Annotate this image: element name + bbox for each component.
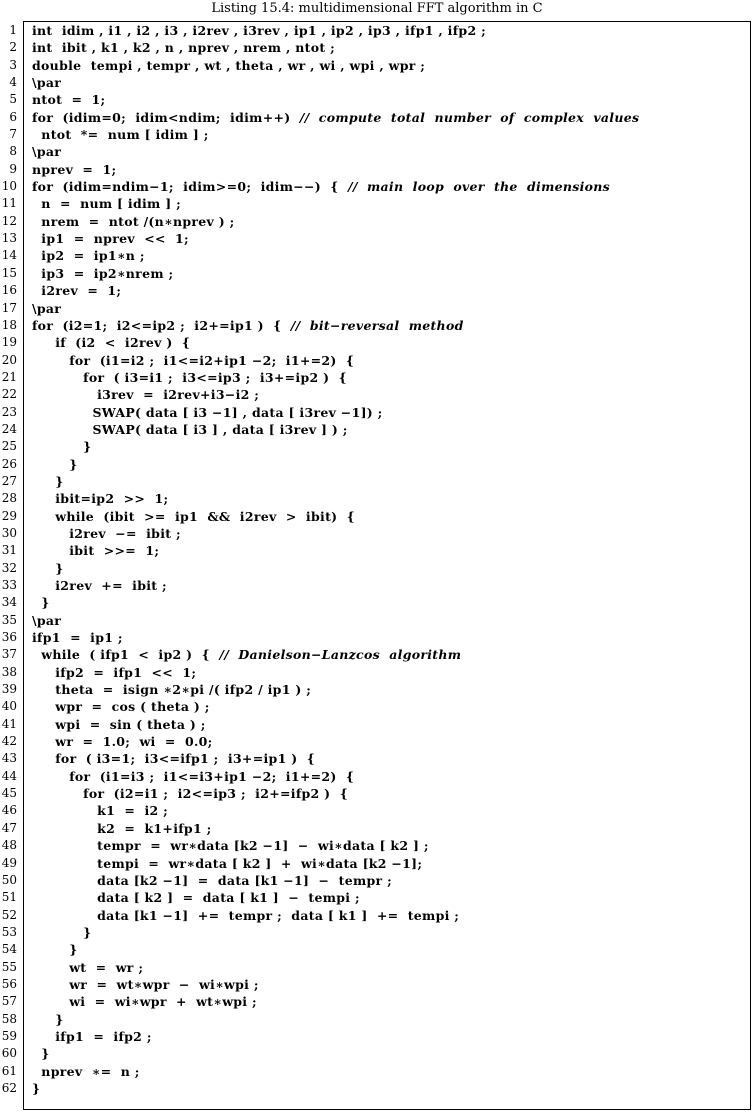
line-number: 13: [1, 231, 17, 246]
code-text: [32, 594, 50, 611]
code-line: [0, 872, 754, 889]
code-statement: tempi = wr∗data [ k2 ] + wi∗data [k2 −1];: [32, 855, 423, 871]
code-comment: // bit−reversal method: [290, 317, 464, 333]
code-statement: i3rev = i2rev+i3−i2 ;: [32, 387, 260, 403]
line-number: 1: [9, 23, 17, 37]
code-statement: k1 = i2 ;: [32, 803, 169, 819]
code-text: [32, 664, 196, 681]
code-text: [32, 230, 189, 247]
code-line: [0, 889, 754, 906]
code-line: [0, 57, 754, 74]
code-statement: for (idim=0; idim<ndim; idim++): [32, 109, 300, 125]
line-number: 28: [1, 491, 17, 506]
code-statement: }: [32, 560, 64, 576]
code-text: [32, 542, 159, 559]
line-number: 59: [1, 1028, 17, 1043]
code-line: [0, 473, 754, 490]
code-line: [0, 109, 754, 126]
code-statement: }: [32, 473, 64, 489]
code-line: [0, 802, 754, 819]
code-text: [32, 560, 64, 577]
line-number: 57: [1, 994, 17, 1009]
code-line: [0, 837, 754, 854]
line-number: 39: [1, 682, 17, 697]
code-statement: }: [32, 456, 78, 472]
code-line: [0, 820, 754, 837]
line-number: 38: [1, 664, 17, 679]
line-number: 51: [1, 890, 17, 905]
code-statement: wr = 1.0; wi = 0.0;: [32, 734, 213, 750]
code-statement: }: [32, 942, 78, 958]
code-text: [32, 91, 105, 108]
code-line: [0, 508, 754, 525]
line-number: 29: [1, 508, 17, 523]
code-statement: i2rev += ibit ;: [32, 578, 167, 593]
code-text: [32, 109, 639, 126]
code-statement: wpr = cos ( theta ) ;: [32, 699, 210, 715]
code-statement: while (ibit >= ip1 && i2rev > ibit) {: [32, 508, 356, 524]
code-line: [0, 1028, 754, 1045]
code-listing: [0, 22, 754, 1097]
code-line: [0, 369, 754, 386]
line-number: 7: [9, 127, 17, 142]
code-statement: for (idim=ndim−1; idim>=0; idim−−) {: [32, 179, 348, 195]
code-statement: data [k2 −1] = data [k1 −1] − tempr ;: [32, 872, 392, 888]
code-text: [32, 698, 210, 715]
code-text: [32, 959, 143, 976]
line-number: 50: [1, 872, 17, 887]
code-statement: theta = isign ∗2∗pi /( ifp2 / ip1 ) ;: [32, 682, 312, 698]
code-statement: SWAP( data [ i3 −1] , data [ i3rev −1]) ;: [32, 404, 383, 420]
code-statement: n = num [ idim ] ;: [32, 196, 181, 212]
code-text: [32, 334, 190, 351]
line-number: 52: [1, 907, 17, 922]
code-line: [0, 300, 754, 317]
code-line: [0, 74, 754, 91]
line-number: 37: [1, 647, 17, 662]
code-text: [32, 907, 459, 924]
line-number: 8: [9, 144, 17, 159]
code-line: [0, 664, 754, 681]
code-statement: }: [32, 1080, 41, 1096]
code-text: [32, 993, 257, 1010]
code-text: [32, 369, 347, 386]
line-number: 45: [1, 786, 17, 801]
code-statement: \par: [32, 144, 62, 160]
code-text: [32, 837, 429, 854]
code-statement: ntot = 1;: [32, 92, 106, 108]
code-statement: wr = wt∗wpr − wi∗wpi ;: [32, 976, 259, 992]
code-statement: }: [32, 1046, 50, 1062]
line-number: 2: [9, 40, 17, 55]
code-statement: for (i1=i2 ; i1<=i2+ip1 −2; i1+=2) {: [32, 352, 355, 368]
code-text: [32, 473, 64, 490]
code-statement: if (i2 < i2rev ) {: [32, 335, 191, 351]
code-text: [32, 282, 121, 299]
code-line: [0, 629, 754, 646]
code-statement: ibit >>= 1;: [32, 543, 160, 559]
code-text: [32, 247, 145, 264]
line-number: 14: [1, 248, 17, 263]
line-number: 49: [1, 855, 17, 870]
line-number: 35: [1, 612, 17, 627]
code-text: [32, 1063, 140, 1080]
line-number: 40: [1, 699, 17, 714]
line-number: 55: [1, 959, 17, 974]
line-number: 24: [1, 421, 17, 436]
code-text: [32, 438, 92, 455]
code-text: [32, 1028, 152, 1045]
code-text: [32, 768, 354, 785]
code-text: [32, 126, 209, 143]
code-text: [32, 386, 259, 403]
line-number: 36: [1, 630, 17, 645]
code-line: [0, 126, 754, 143]
code-line: [0, 39, 754, 56]
code-line: [0, 1080, 754, 1097]
code-line: [0, 750, 754, 767]
code-statement: ip2 = ip1∗n ;: [32, 248, 145, 264]
code-text: [32, 976, 259, 993]
code-statement: data [k1 −1] += tempr ; data [ k1 ] += tempi ;: [32, 907, 460, 923]
code-statement: nrem = ntot /(n∗nprev ) ;: [32, 213, 235, 229]
code-text: [32, 404, 383, 421]
code-statement: for (i2=1; i2<=ip2 ; i2+=ip1 ) {: [32, 317, 291, 333]
code-text: [32, 39, 335, 56]
code-text: [32, 855, 422, 872]
code-line: [0, 421, 754, 438]
code-line: [0, 230, 754, 247]
code-line: [0, 716, 754, 733]
line-number: 54: [1, 942, 17, 957]
code-text: [32, 785, 348, 802]
code-statement: for ( i3=1; i3<=ifp1 ; i3+=ip1 ) {: [32, 751, 316, 767]
line-number: 4: [9, 75, 17, 90]
code-line: [0, 317, 754, 334]
code-comment: // compute total number of complex values: [299, 109, 640, 125]
code-text: [32, 352, 354, 369]
code-line: [0, 247, 754, 264]
code-statement: int ibit , k1 , k2 , n , nprev , nrem , ntot ;: [32, 40, 335, 56]
code-line: [0, 924, 754, 941]
line-number: 26: [1, 456, 17, 471]
code-line: [0, 213, 754, 230]
line-number: 42: [1, 734, 17, 749]
code-text: [32, 143, 61, 160]
code-text: [32, 941, 78, 958]
code-statement: wpi = sin ( theta ) ;: [32, 716, 206, 732]
code-text: [32, 265, 173, 282]
code-line: [0, 993, 754, 1010]
code-statement: nprev ∗= n ;: [32, 1063, 140, 1079]
code-statement: tempr = wr∗data [k2 −1] − wi∗data [ k2 ] ;: [32, 838, 429, 854]
code-statement: data [ k2 ] = data [ k1 ] − tempi ;: [32, 890, 360, 906]
code-text: [32, 57, 425, 74]
line-number: 33: [1, 578, 17, 592]
code-line: [0, 907, 754, 924]
code-statement: }: [32, 924, 92, 940]
line-number: 12: [1, 213, 17, 228]
line-number: 41: [1, 716, 17, 731]
code-comment: // main loop over the dimensions: [347, 179, 610, 195]
code-statement: \par: [32, 300, 62, 316]
line-number: 22: [1, 387, 17, 402]
code-line: [0, 195, 754, 212]
code-text: [32, 733, 213, 750]
code-statement: ip3 = ip2∗nrem ;: [32, 265, 174, 281]
code-line: [0, 22, 754, 39]
code-line: [0, 386, 754, 403]
code-text: [32, 577, 167, 594]
code-line: [0, 560, 754, 577]
code-statement: i2rev −= ibit ;: [32, 525, 181, 541]
line-number: 27: [1, 473, 17, 488]
code-text: [32, 161, 116, 178]
code-statement: SWAP( data [ i3 ] , data [ i3rev ] ) ;: [32, 421, 348, 437]
line-number: 60: [1, 1046, 17, 1061]
code-text: [32, 300, 61, 317]
line-number: 21: [1, 369, 17, 384]
code-text: [32, 750, 315, 767]
code-statement: wi = wi∗wpr + wt∗wpi ;: [32, 994, 257, 1010]
code-line: [0, 733, 754, 750]
line-number: 31: [1, 543, 17, 558]
code-comment: // Danielson−Lanzcos algorithm: [219, 647, 462, 663]
code-statement: ntot *= num [ idim ] ;: [32, 127, 209, 143]
line-number: 10: [1, 179, 17, 194]
line-number: 47: [1, 820, 17, 835]
line-number: 9: [9, 161, 17, 176]
code-statement: wt = wr ;: [32, 959, 144, 975]
code-text: [32, 317, 464, 334]
line-number: 61: [1, 1063, 17, 1078]
code-statement: int idim , i1 , i2 , i3 , i2rev , i3rev , ip1 , ip2 , ip3 , ifp1 , ifp2 ;: [32, 23, 487, 38]
code-text: [32, 681, 311, 698]
line-number: 23: [1, 404, 17, 419]
code-text: [32, 889, 360, 906]
code-text: [32, 802, 168, 819]
code-statement: ifp1 = ifp2 ;: [32, 1028, 152, 1044]
line-number: 6: [9, 109, 17, 124]
code-statement: ibit=ip2 >> 1;: [32, 491, 169, 507]
code-statement: ip1 = nprev << 1;: [32, 231, 189, 247]
line-number: 20: [1, 352, 17, 367]
code-line: [0, 404, 754, 421]
code-statement: double tempi , tempr , wt , theta , wr , wi , wpi , wpr ;: [32, 57, 426, 73]
code-line: [0, 612, 754, 629]
code-text: [32, 74, 61, 91]
line-number: 17: [1, 300, 17, 315]
code-line: [0, 542, 754, 559]
line-number: 43: [1, 751, 17, 766]
code-line: [0, 456, 754, 473]
line-number: 19: [1, 335, 17, 350]
code-statement: k2 = k1+ifp1 ;: [32, 820, 212, 836]
code-statement: }: [32, 439, 92, 455]
code-line: [0, 941, 754, 958]
code-text: [32, 820, 212, 837]
line-number: 11: [1, 196, 17, 211]
line-number: 48: [1, 838, 17, 853]
code-line: [0, 959, 754, 976]
code-text: [32, 490, 168, 507]
code-statement: for ( i3=i1 ; i3<=ip3 ; i3+=ip2 ) {: [32, 369, 348, 385]
code-line: [0, 161, 754, 178]
code-statement: }: [32, 1011, 64, 1027]
code-text: [32, 646, 461, 663]
code-line: [0, 490, 754, 507]
code-line: [0, 178, 754, 195]
code-statement: while ( ifp1 < ip2 ) {: [32, 647, 220, 663]
code-line: [0, 1063, 754, 1080]
code-text: [32, 872, 392, 889]
code-text: [32, 213, 235, 230]
code-statement: }: [32, 595, 50, 611]
code-line: [0, 577, 754, 594]
code-statement: for (i1=i3 ; i1<=i3+ip1 −2; i1+=2) {: [32, 768, 355, 784]
code-text: [32, 22, 486, 39]
code-text: [32, 456, 78, 473]
code-text: [32, 178, 610, 195]
code-text: [32, 629, 123, 646]
line-number: 58: [1, 1011, 17, 1026]
code-line: [0, 1045, 754, 1062]
code-line: [0, 525, 754, 542]
code-text: [32, 525, 181, 542]
code-text: [32, 508, 355, 525]
code-statement: \par: [32, 612, 62, 628]
line-number: 15: [1, 265, 17, 280]
code-line: [0, 265, 754, 282]
code-line: [0, 785, 754, 802]
code-line: [0, 768, 754, 785]
line-number: 46: [1, 803, 17, 818]
line-number: 56: [1, 976, 17, 991]
code-text: [32, 1011, 64, 1028]
code-text: [32, 195, 181, 212]
code-statement: ifp1 = ip1 ;: [32, 630, 123, 646]
code-text: [32, 1080, 40, 1097]
code-text: [32, 421, 348, 438]
code-text: [32, 612, 61, 629]
code-statement: nprev = 1;: [32, 161, 117, 177]
code-line: [0, 681, 754, 698]
line-number: 34: [1, 595, 17, 610]
code-line: [0, 976, 754, 993]
line-number: 30: [1, 525, 17, 540]
code-statement: \par: [32, 75, 62, 91]
line-number: 16: [1, 283, 17, 298]
code-line: [0, 143, 754, 160]
line-number: 3: [9, 57, 17, 72]
code-line: [0, 1011, 754, 1028]
code-line: [0, 698, 754, 715]
listing-caption: Listing 15.4: multidimensional FFT algorithm in C: [211, 1, 543, 16]
line-number: 5: [9, 92, 17, 107]
code-line: [0, 352, 754, 369]
code-line: [0, 282, 754, 299]
line-number: 53: [1, 924, 17, 939]
code-statement: for (i2=i1 ; i2<=ip3 ; i2+=ifp2 ) {: [32, 786, 349, 802]
code-line: [0, 91, 754, 108]
code-text: [32, 1045, 50, 1062]
code-line: [0, 855, 754, 872]
code-statement: ifp2 = ifp1 << 1;: [32, 664, 197, 680]
line-number: 44: [1, 768, 17, 783]
code-text: [32, 716, 206, 733]
code-line: [0, 334, 754, 351]
line-number: 25: [1, 439, 17, 454]
line-number: 62: [1, 1080, 17, 1095]
code-statement: i2rev = 1;: [32, 283, 122, 299]
code-line: [0, 594, 754, 611]
code-line: [0, 438, 754, 455]
line-number: 32: [1, 560, 17, 575]
line-number: 18: [1, 317, 17, 332]
code-text: [32, 924, 92, 941]
code-line: [0, 646, 754, 663]
